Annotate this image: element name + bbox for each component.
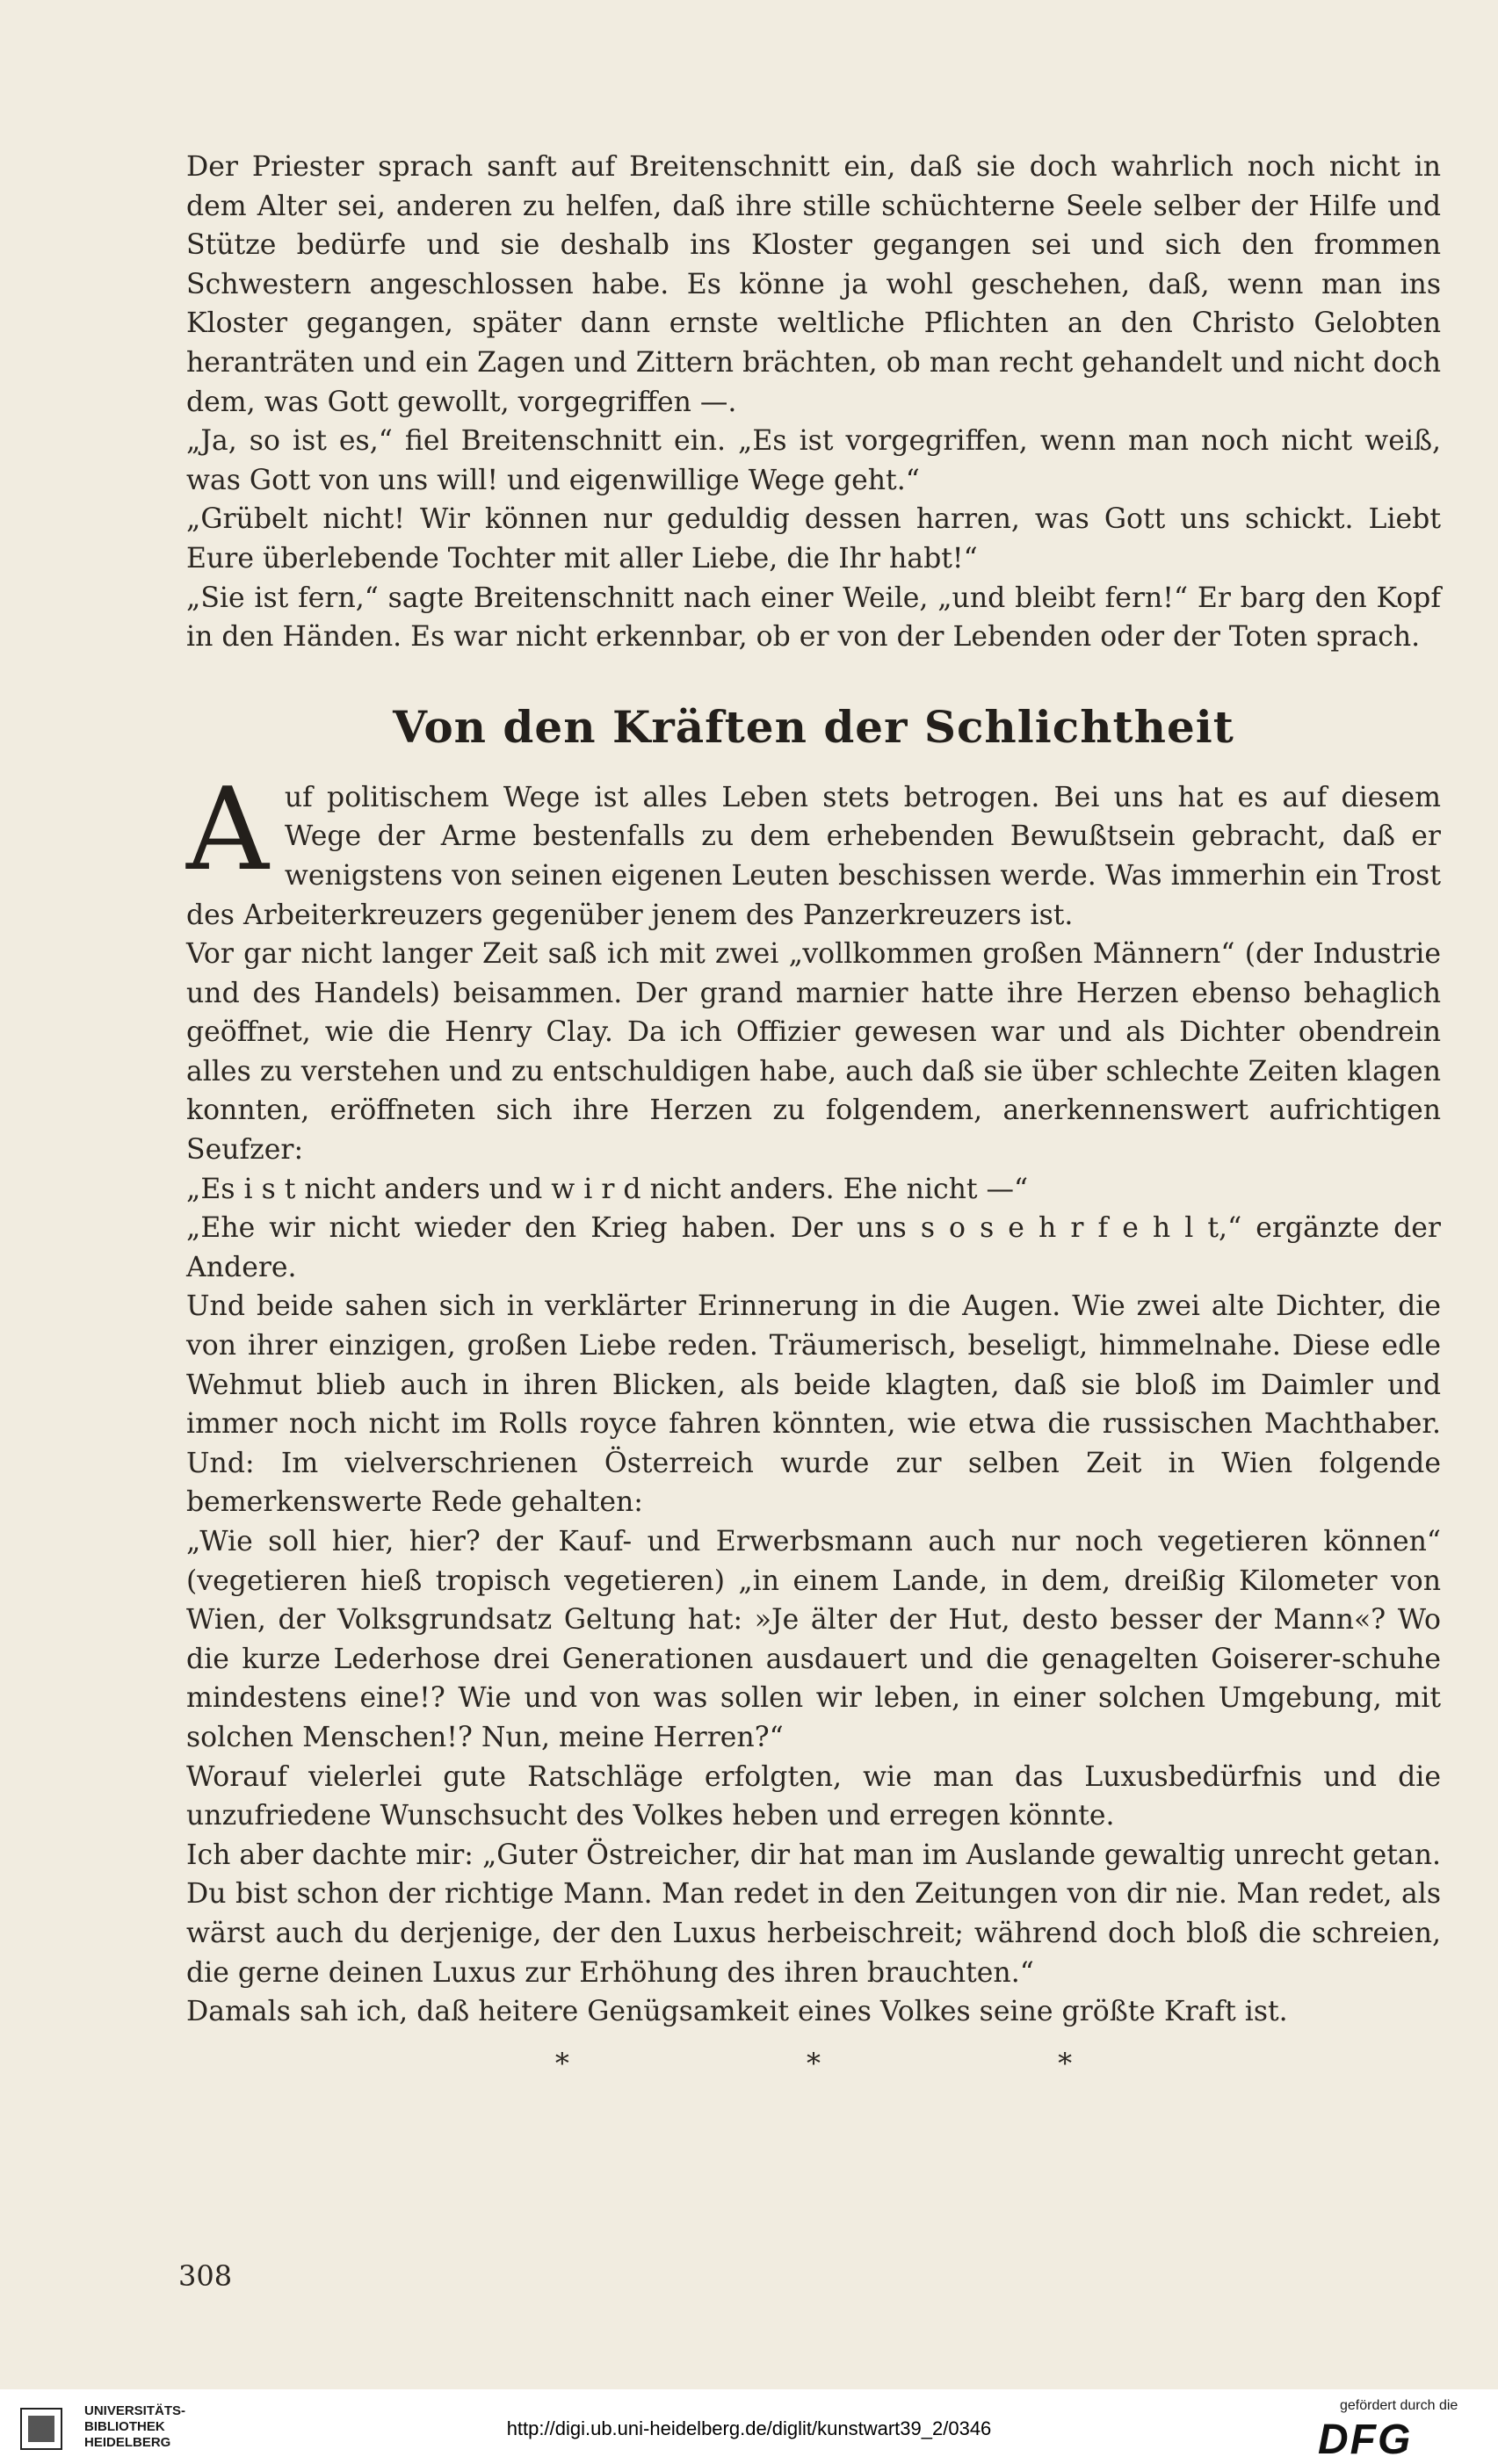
section-separator-stars: * * * bbox=[554, 2046, 1187, 2080]
paragraph: Der Priester sprach sanft auf Breitenschnitt ein, daß sie doch wahrlich noch nicht in dem Alter sei, anderen zu helfen, daß ihre stille schüchterne Seele selber der Hilfe und Stütze bedürfe und sie deshalb ins Kloster gegangen sei und sich den frommen Schwestern angeschlossen habe. Es könne ja wohl geschehen, daß, wenn man ins Kloster gegangen, später dann ernste weltliche Pflichten an den Christo Gelobten heranträten und ein Zagen und Zittern brächten, ob man recht gehandelt und nicht doch dem, was Gott gewollt, vorgegriffen —. bbox=[186, 151, 1441, 418]
library-name: UNIVERSITÄTS- BIBLIOTHEK HEIDELBERG bbox=[84, 2403, 186, 2450]
paragraph: Damals sah ich, daß heitere Genügsamkeit eines Volkes seine größte Kraft ist. bbox=[186, 1996, 1288, 2028]
paragraph: „Wie soll hier, hier? der Kauf- und Erwerbsmann auch nur noch vegetieren können“ (vegetieren hieß tropisch vegetieren) „in einem Lande, in dem, dreißig Kilometer von Wien, der Volksgrundsatz Geltung hat: »Je älter der Hut, desto besser der Mann«? Wo die kurze Lederhose drei Generationen ausdauert und die genagelten Goiserer-schuhe mindestens eine!? Wie und von was sollen wir leben, in einer solchen Umgebung, mit solchen Menschen!? Nun, meine Herren?“ bbox=[186, 1526, 1441, 1753]
section-heading: Von den Kräften der Schlichtheit bbox=[393, 700, 1234, 753]
paragraph: „Ja, so ist es,“ fiel Breitenschnitt ein. „Es ist vorgegriffen, wenn man noch nicht weiß, was Gott von uns will! und eigenwillige Wege geht.“ bbox=[186, 425, 1441, 496]
paragraph-with-dropcap bbox=[186, 762, 1441, 935]
paragraph: Vor gar nicht langer Zeit saß ich mit zwei „vollkommen großen Männern“ (der Industrie und des Handels) beisammen. Der grand marnier hatte ihre Herzen ebenso behaglich geöffnet, wie die Henry Clay. Da ich Offizier gewesen war und als Dichter obendrein alles zu verstehen und zu entschuldigen habe, auch daß sie über schlechte Zeiten klagen konnten, eröffneten sich ihre Herzen zu folgendem, anerkennenswert aufrichtigen Seufzer: bbox=[186, 938, 1441, 1167]
paragraph-text: uf politischem Wege ist alles Leben stets betrogen. Bei uns hat es auf diesem Wege der Arme bestenfalls zu dem erhebenden Bewußtsein gebracht, daß er wenigstens von seinen eigenen Leuten beschissen werde. Was immerhin ein Trost des Arbeiterkreuzers gegenüber jenem des Panzerkreuzers ist. bbox=[186, 781, 1441, 931]
paragraph: Worauf vielerlei gute Ratschläge erfolgten, wie man das Luxusbedürfnis und die unzufriedene Wunschsucht des Volkes heben und erregen könnte. bbox=[186, 1760, 1441, 1832]
source-link[interactable]: http://digi.ub.uni-heidelberg.de/diglit/kunstwart39_2/0346 bbox=[506, 2417, 992, 2439]
paragraph: Und beide sahen sich in verklärter Erinnerung in die Augen. Wie zwei alte Dichter, die von ihrer einzigen, großen Liebe reden. Träumerisch, beseligt, himmelnahe. Diese edle Wehmut blieb auch in ihren Blicken, als beide klagten, daß sie bloß im Daimler und immer noch nicht im Rolls royce fahren könnten, wie etwa die russischen Machthaber. Und: Im vielverschrienen Österreich wurde zur selben Zeit in Wien folgende bemerkenswerte Rede gehalten: bbox=[186, 1290, 1441, 1519]
page-number: 308 bbox=[178, 2259, 233, 2293]
body-text bbox=[186, 148, 1441, 2083]
paragraph: Ich aber dachte mir: „Guter Östreicher, dir hat man im Auslande gewaltig unrecht getan. Du bist schon der richtige Mann. Man redet in den Zeitungen von dir nie. Man redet, als wärst auch du derjenige, der den Luxus herbeischreit; während doch bloß die schreien, die gerne deinen Luxus zur Erhöhung des ihren brauchten.“ bbox=[186, 1839, 1441, 1989]
footer-bar bbox=[0, 2389, 1498, 2461]
paragraph: „Es i s t nicht anders und w i r d nicht anders. Ehe nicht —“ bbox=[186, 1173, 1029, 1205]
paragraph: „Sie ist fern,“ sagte Breitenschnitt nach einer Weile, „und bleibt fern!“ Er barg den Kopf in den Händen. Es war nicht erkennbar, ob er von der Lebenden oder der Toten sprach. bbox=[186, 582, 1441, 654]
funded-by-label: gefördert durch die bbox=[1340, 2398, 1458, 2413]
dropcap: A bbox=[186, 762, 269, 896]
dfg-logo: DFG bbox=[1318, 2417, 1413, 2463]
paragraph: „Ehe wir nicht wieder den Krieg haben. Der uns s o s e h r f e h l t,“ ergänzte der Andere. bbox=[186, 1212, 1441, 1283]
paragraph: „Grübelt nicht! Wir können nur geduldig dessen harren, was Gott uns schickt. Liebt Eure überlebende Tochter mit aller Liebe, die Ihr habt!“ bbox=[186, 503, 1441, 574]
